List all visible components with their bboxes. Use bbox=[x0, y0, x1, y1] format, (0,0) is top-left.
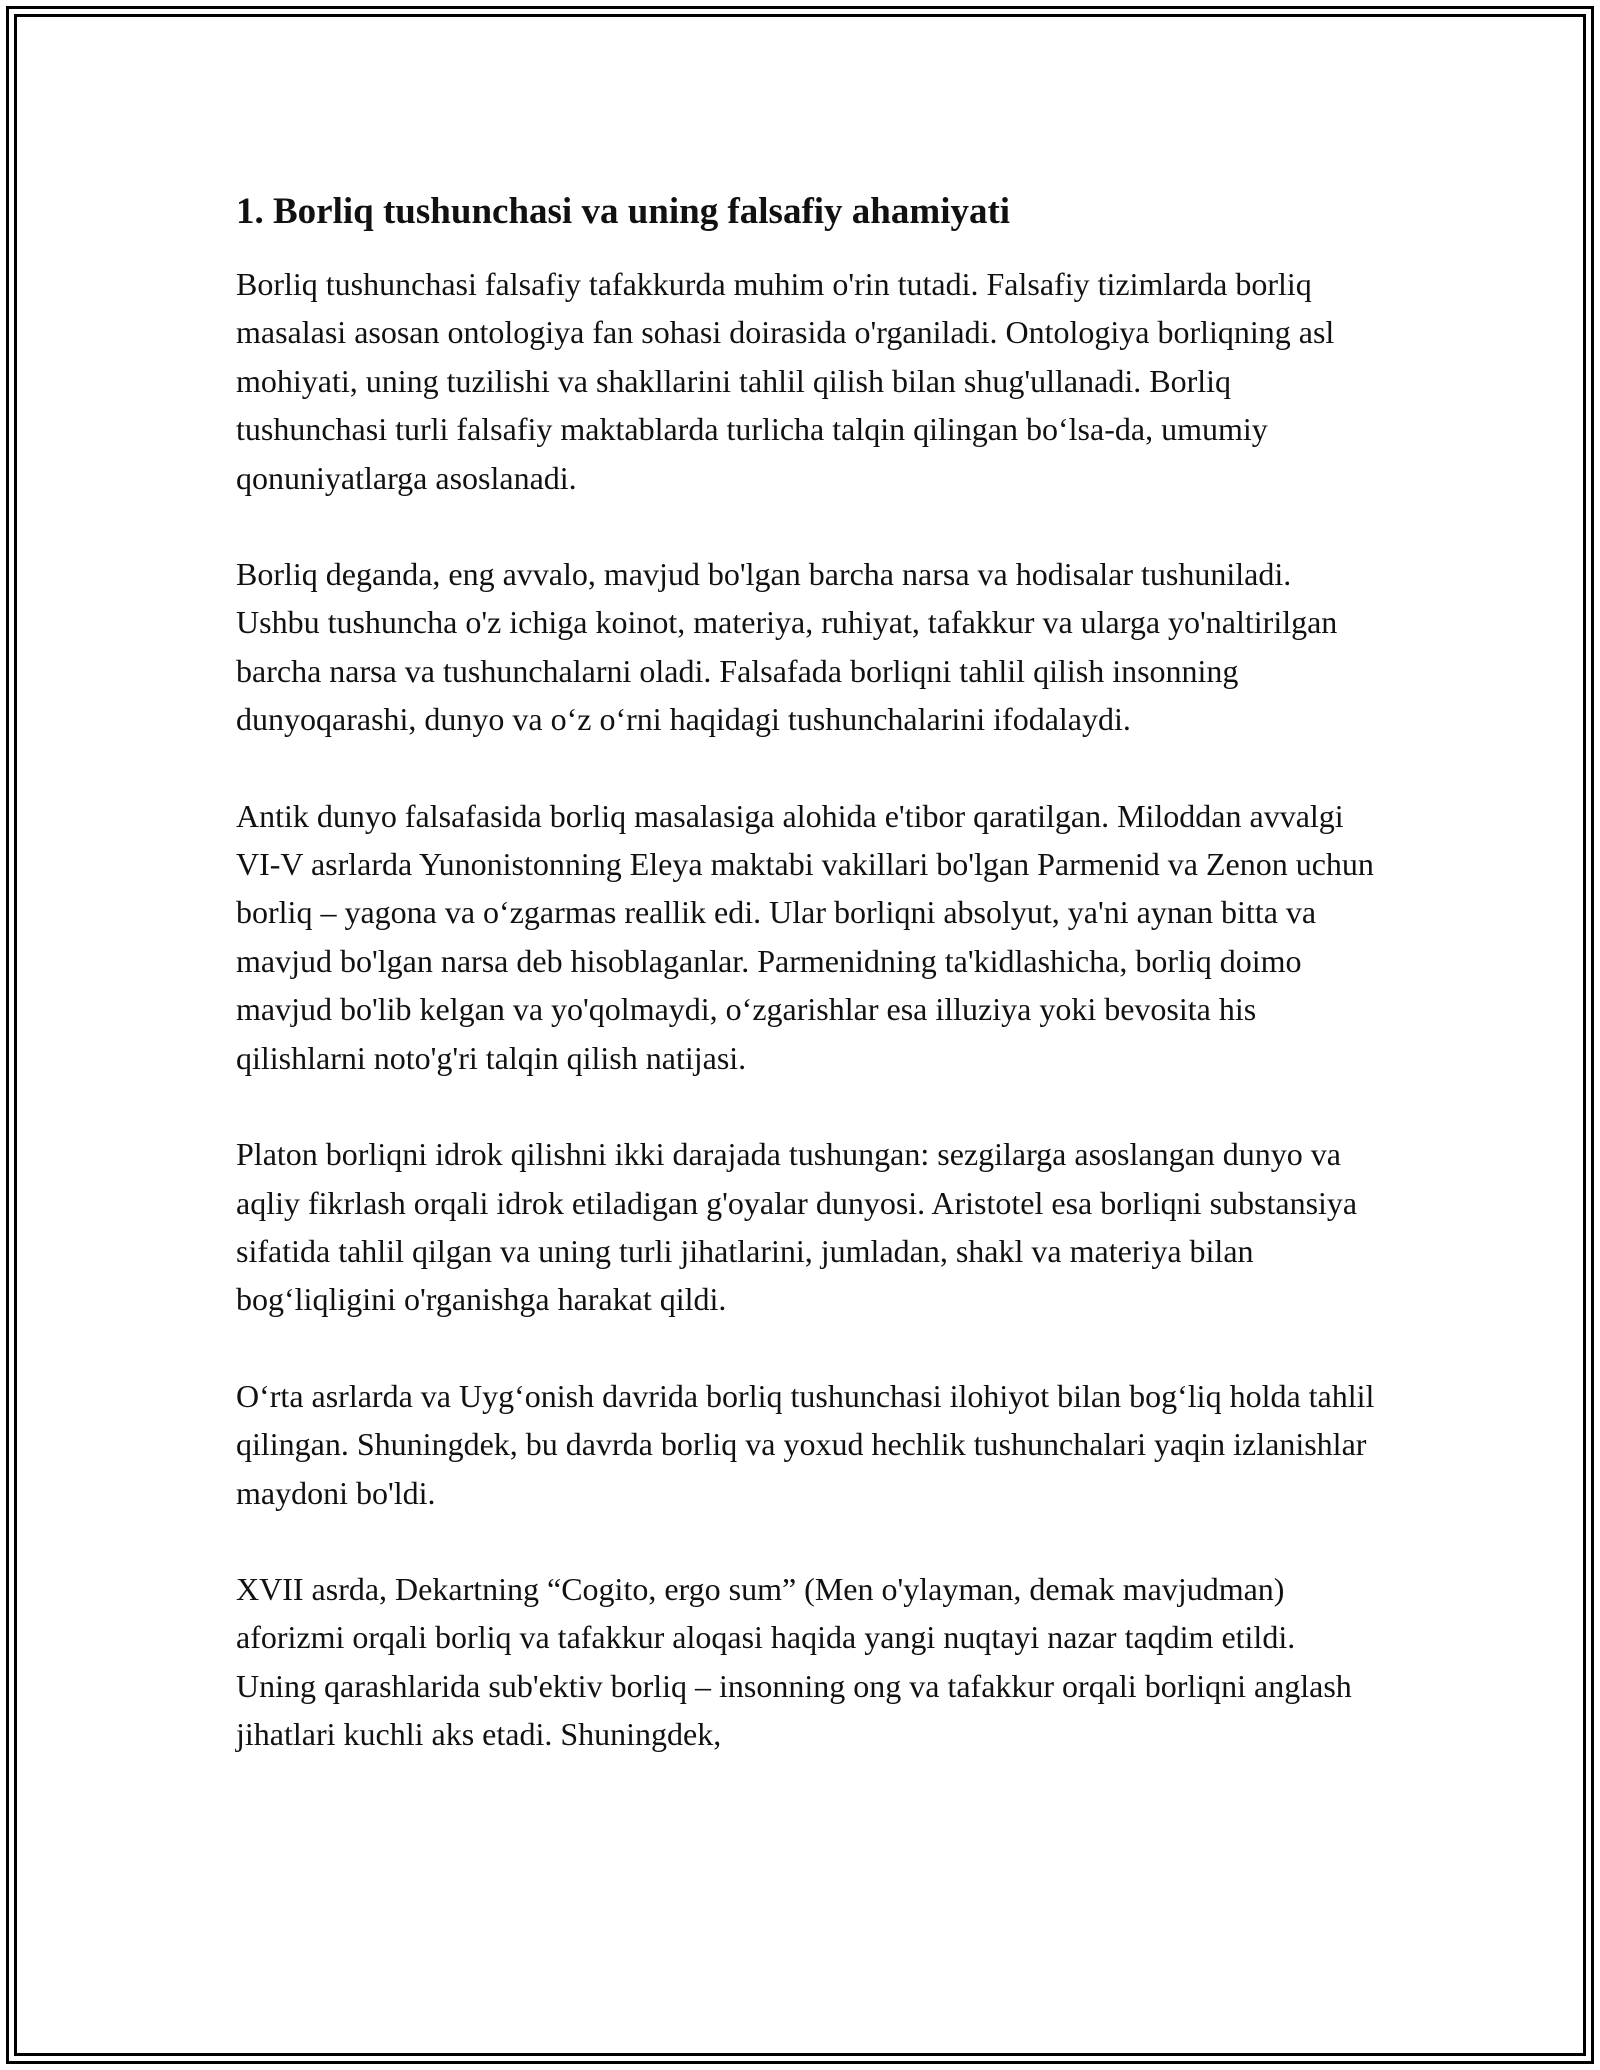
document-body bbox=[236, 186, 1376, 1807]
paragraph-4: Platon borliqni idrok qilishni ikki darajada tushungan: sezgilarga asoslangan dunyo va aqliy fikrlash orqali idrok etiladigan g'oyalar dunyosi. Aristotel esa borliqni substansiya sifatida tahlil qilgan va uning turli jihatlarini, jumladan, shakl va materiya bilan bog‘liqligini o'rganishga harakat qildi. bbox=[236, 1136, 1358, 1318]
paragraph-5: O‘rta asrlarda va Uyg‘onish davrida borliq tushunchasi ilohiyot bilan bog‘liq holda tahlil qilingan. Shuningdek, bu davrda borliq va yoxud hechlik tushunchalari yaqin izlanishlar maydoni bo'ldi. bbox=[236, 1377, 1375, 1511]
section-heading: 1. Borliq tushunchasi va uning falsafiy ahamiyati bbox=[236, 191, 1011, 232]
paragraph-6: XVII asrda, Dekartning “Cogito, ergo sum” (Men o'ylayman, demak mavjudman) aforizmi orqali borliq va tafakkur aloqasi haqida yangi nuqtayi nazar taqdim etildi. Uning qarashlarida sub'ektiv borliq – insonning ong va tafakkur orqali borliqni anglash jihatlari kuchli aks etadi. Shuningdek, bbox=[236, 1570, 1352, 1753]
paragraph-1: Borliq tushunchasi falsafiy tafakkurda muhim o'rin tutadi. Falsafiy tizimlarda borliq masalasi asosan ontologiya fan sohasi doirasida o'rganiladi. Ontologiya borliqning asl mohiyati, uning tuzilishi va shakllarini tahlil qilish bilan shug'ullanadi. Borliq tushunchasi turli falsafiy maktablarda turlicha talqin qilingan bo‘lsa-da, umumiy qonuniyatlarga asoslanadi. bbox=[236, 266, 1335, 496]
paragraph-3: Antik dunyo falsafasida borliq masalasiga alohida e'tibor qaratilgan. Miloddan avvalgi VI-V asrlarda Yunonistonning Eleya maktabi vakillari bo'lgan Parmenid va Zenon uchun borliq – yagona va o‘zgarmas reallik edi. Ular borliqni absolyut, ya'ni aynan bitta va mavjud bo'lgan narsa deb hisoblaganlar. Parmenidning ta'kidlashicha, borliq doimo mavjud bo'lib kelgan va yo'qolmaydi, o‘zgarishlar esa illuziya yoki bevosita his qilishlarni noto'g'ri talqin qilish natijasi. bbox=[236, 797, 1374, 1076]
paragraph-2: Borliq deganda, eng avvalo, mavjud bo'lgan barcha narsa va hodisalar tushuniladi. Ushbu tushuncha o'z ichiga koinot, materiya, ruhiyat, tafakkur va ularga yo'naltirilgan barcha narsa va tushunchalarni oladi. Falsafada borliqni tahlil qilish insonning dunyoqarashi, dunyo va o‘z o‘rni haqidagi tushunchalarini ifodalaydi. bbox=[236, 556, 1338, 738]
